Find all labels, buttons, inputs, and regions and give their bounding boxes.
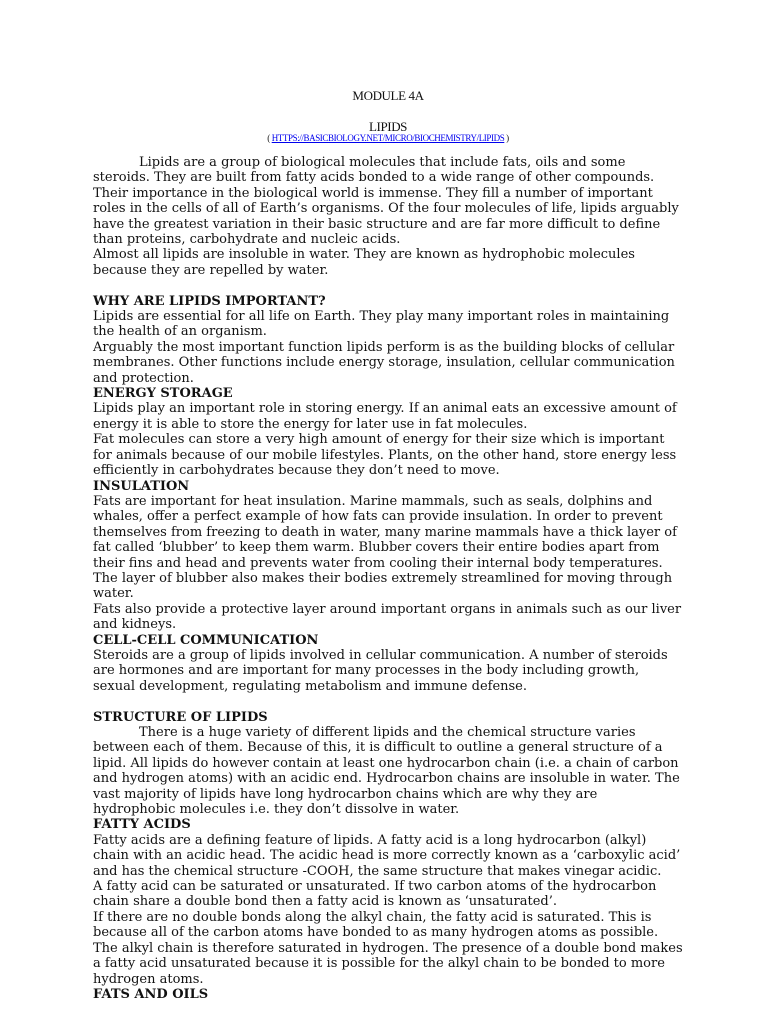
heading-why-lipids-important: WHY ARE LIPIDS IMPORTANT?	[93, 293, 326, 309]
why-paragraph-1: Lipids are essential for all life on Earth. They play many important roles in maintaining the health of an organism.	[93, 309, 670, 340]
source-open-paren: (	[267, 133, 272, 143]
source-link[interactable]: HTTPS://BASICBIOLOGY.NET/MICRO/BIOCHEMISTRY/LIPIDS	[271, 133, 505, 143]
source-reference	[93, 133, 683, 144]
heading-fatty-acids: FATTY ACIDS	[93, 817, 191, 833]
spacer	[93, 278, 683, 293]
heading-energy-storage: ENERGY STORAGE	[93, 386, 233, 402]
why-paragraph-2: Arguably the most important function lipids perform is as the building blocks of cellular membranes. Other functions include energy storage, insulation, cellular communication and protection.	[93, 339, 675, 386]
spacer	[93, 694, 683, 709]
intro-paragraph-2: Their importance in the biological world is immense. They fill a number of important roles in the cells of all of Earth’s organisms. Of the four molecules of life, lipids arguably have the greatest variation in their basic structure and are far more difficult to define than proteins, carbohydrate and nucleic acids.	[93, 185, 679, 248]
heading-structure-of-lipids: STRUCTURE OF LIPIDS	[93, 709, 268, 725]
heading-cell-cell-communication: CELL-CELL COMMUNICATION	[93, 632, 319, 648]
structure-paragraph-1: There is a huge variety of different lipids and the chemical structure varies between each of them. Because of this, it is difficult to outline a general structure of a lipid. All lipids do however contain at least one hydrocarbon chain (i.e. a chain of carbon and hydrogen atoms) with an acidic end. Hydrocarbon chains are insoluble in water. The vast majority of lipids have long hydrocarbon chains which are why they are hydrophobic molecules i.e. they don’t dissolve in water.	[93, 725, 680, 818]
insulation-paragraph-2: Fats also provide a protective layer around important organs in animals such as our liver and kidneys.	[93, 601, 682, 633]
heading-insulation: INSULATION	[93, 478, 190, 494]
source-close-paren: )	[504, 133, 509, 143]
fatty-paragraph-2: A fatty acid can be saturated or unsaturated. If two carbon atoms of the hydrocarbon chain share a double bond then a fatty acid is known as ‘unsaturated’.	[93, 879, 657, 910]
fatty-paragraph-1: Fatty acids are a defining feature of lipids. A fatty acid is a long hydrocarbon (alkyl) chain with an acidic head. The acidic head is more correctly known as a ‘carboxylic acid’ and has the chemical structure -COOH, the same structure that makes vinegar acidic.	[93, 832, 681, 879]
heading-fats-and-oils: FATS AND OILS	[93, 986, 209, 1002]
intro-paragraph-1: Lipids are a group of biological molecules that include fats, oils and some steroids. They are built from fatty acids bonded to a wide range of other compounds.	[93, 155, 655, 186]
cell-paragraph-1: Steroids are a group of lipids involved in cellular communication. A number of steroids are hormones and are important for many processes in the body including growth, sexual development, regulating metabolism and immune defense.	[93, 647, 668, 694]
fatty-paragraph-3: If there are no double bonds along the alkyl chain, the fatty acid is saturated. This is because all of the carbon atoms have bonded to as many hydrogen atoms as possible. The alkyl chain is therefore saturated in hydrogen. The presence of a double bond makes a fatty acid unsaturated because it is possible for the alkyl chain to be bonded to more hydrogen atoms.	[93, 909, 683, 987]
energy-paragraph-1: Lipids play an important role in storing energy. If an animal eats an excessive amount of energy it is able to store the energy for later use in fat molecules.	[93, 401, 677, 432]
intro-paragraph-3: Almost all lipids are insoluble in water. They are known as hydrophobic molecules because they are repelled by water.	[93, 247, 635, 278]
energy-paragraph-2: Fat molecules can store a very high amount of energy for their size which is important for animals because of our mobile lifestyles. Plants, on the other hand, store energy less efficiently in carbohydrates because they don’t need to move.	[93, 432, 677, 479]
insulation-paragraph-1: Fats are important for heat insulation. Marine mammals, such as seals, dolphins and whales, offer a perfect example of how fats can provide insulation. In order to prevent themselves from freezing to death in water, many marine mammals have a thick layer of fat called ‘blubber’ to keep them warm. Blubber covers their entire bodies apart from their fins and head and prevents water from cooling their internal body temperatures. The layer of blubber also makes their bodies extremely streamlined for moving through water.	[93, 493, 677, 602]
document-page	[93, 86, 683, 1002]
page-title: LIPIDS	[368, 119, 408, 134]
module-title: MODULE 4A	[352, 88, 424, 103]
